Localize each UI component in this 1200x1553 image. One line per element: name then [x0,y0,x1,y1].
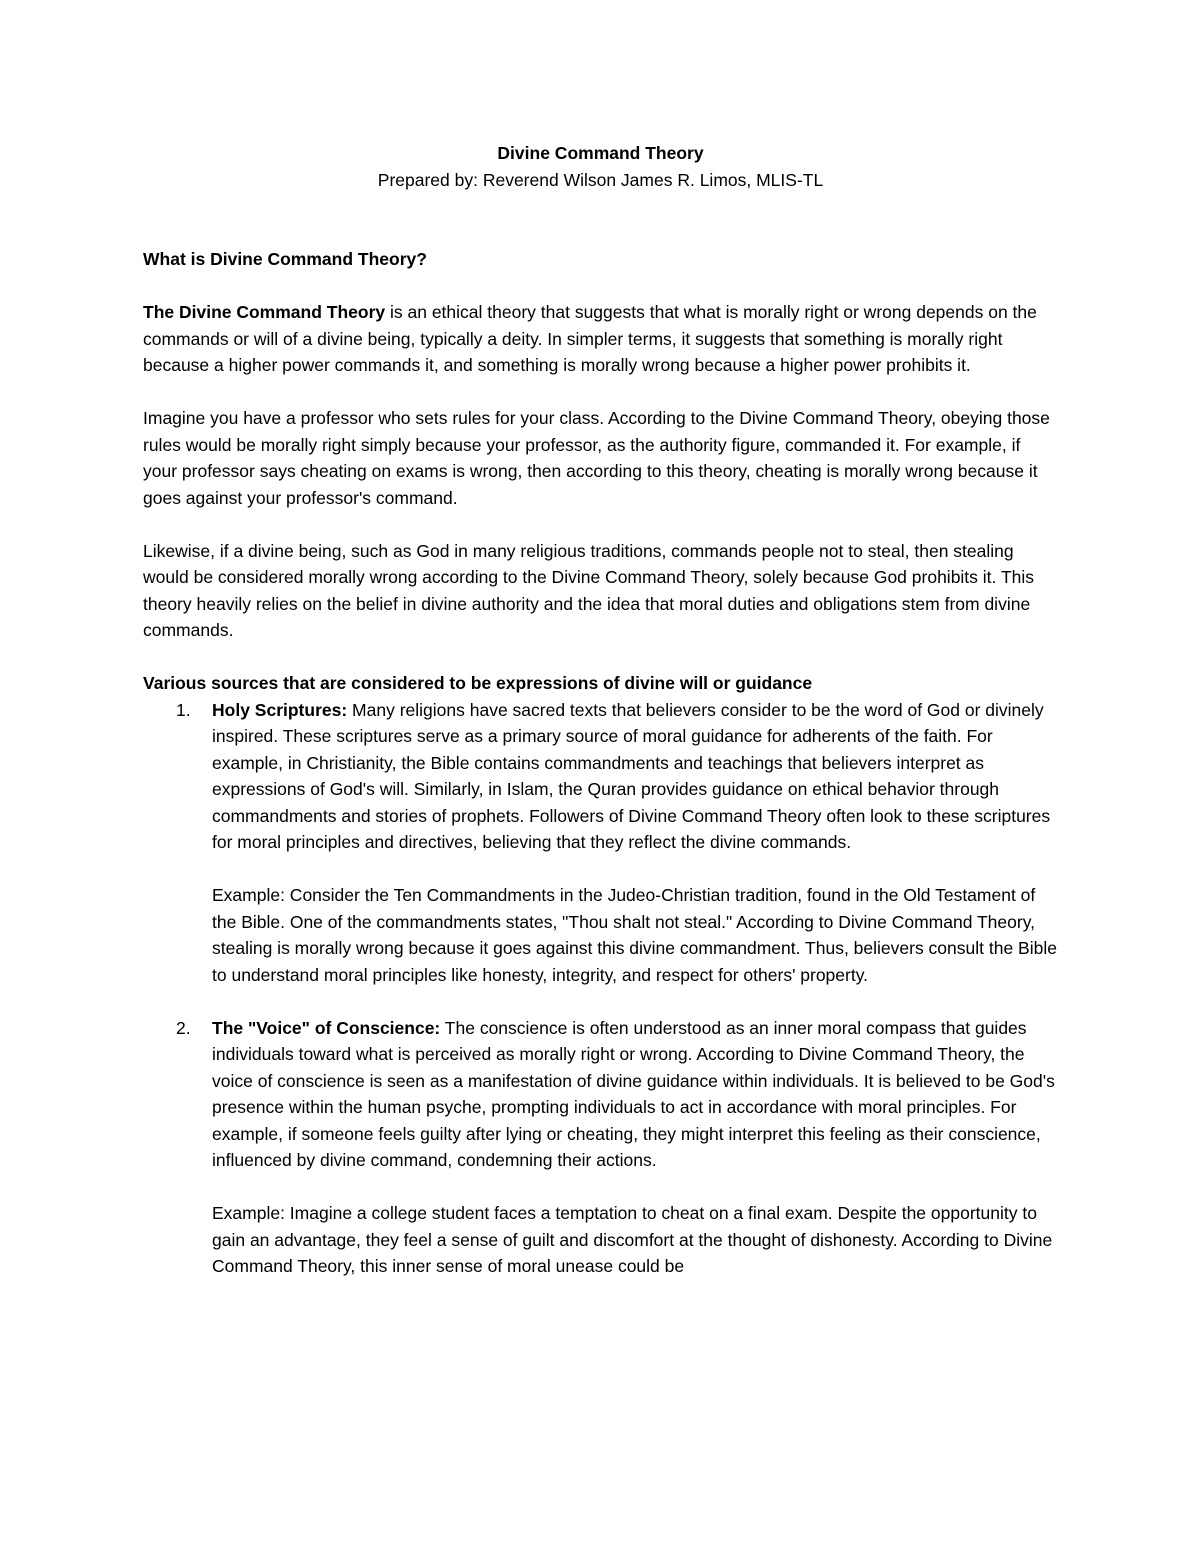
list-item-body: Many religions have sacred texts that believers consider to be the word of God or divinely inspired. These scriptures serve as a primary source of moral guidance for adherents of the faith. For example, in Christianity, the Bible contains commandments and teachings that believers interpret as expressions of God's will. Similarly, in Islam, the Quran provides guidance on ethical behavior through commandments and stories of prophets. Followers of Divine Command Theory often look to these scriptures for moral principles and directives, believing that they reflect the divine commands. [212,699,1051,852]
list-item-example: Example: Consider the Ten Commandments in the Judeo-Christian tradition, found in the Old Testament of the Bible. One of the commandments states, "Thou shalt not steal." According to Divine Command Theory, stealing is morally wrong because it goes against this divine commandment. Thus, believers consult the Bible to understand moral principles like honesty, integrity, and respect for others' property. [212,885,1057,985]
list-number: 1. [176,699,191,720]
list-item-example: Example: Imagine a college student faces a temptation to cheat on a final exam. Despite the opportunity to gain an advantage, they feel a sense of guilt and discomfort at the thought of dishonesty. According to Divine Command Theory, this inner sense of moral unease could be [212,1203,1053,1276]
paragraph-professor-analogy: Imagine you have a professor who sets rules for your class. According to the Divine Command Theory, obeying those rules would be morally right simply because your professor, as the authority figure, commanded it. For example, if your professor says cheating on exams is wrong, then according to this theory, cheating is morally wrong because it goes against your professor's command. [143,408,1050,508]
list-item-body: The conscience is often understood as an inner moral compass that guides individuals toward what is perceived as morally right or wrong. According to Divine Command Theory, the voice of conscience is seen as a manifestation of divine guidance within individuals. It is believed to be God's presence within the human psyche, prompting individuals to act in accordance with moral principles. For example, if someone feels guilty after lying or cheating, they might interpret this feeling as their conscience, influenced by divine command, condemning their actions. [212,1017,1055,1170]
list-item-label: The "Voice" of Conscience: [212,1017,441,1038]
paragraph-definition [143,299,1058,379]
section-heading-sources: Various sources that are considered to be expressions of divine will or guidance [143,673,813,693]
sources-list [143,697,1058,1280]
list-item-voice-of-conscience [143,1015,1058,1280]
bold-term: The Divine Command Theory [143,302,386,322]
title-spacer [143,193,1058,246]
definition-text: is an ethical theory that suggests that what is morally right or wrong depends on the commands or will of a divine being, typically a deity. In simpler terms, it suggests that something is morally right because a higher power commands it, and something is morally wrong because a higher power prohibits it. [143,302,1037,375]
list-item-label: Holy Scriptures: [212,699,348,720]
list-number: 2. [176,1017,191,1038]
section-heading-what-is: What is Divine Command Theory? [143,249,427,269]
list-item-text [212,697,1058,856]
list-item-text [212,1015,1058,1174]
document-title: Divine Command Theory [497,143,704,163]
list-gap [143,988,1058,1015]
paragraph-divine-being: Likewise, if a divine being, such as God in many religious traditions, commands people not to steal, then stealing would be considered morally wrong according to the Divine Command Theory, solely because God prohibits it. This theory heavily relies on the belief in divine authority and the idea that moral duties and obligations stem from divine commands. [143,540,1035,640]
page-content [143,140,1058,1280]
list-item-holy-scriptures [143,697,1058,989]
author-line: Prepared by: Reverend Wilson James R. Limos, MLIS-TL [377,169,824,190]
